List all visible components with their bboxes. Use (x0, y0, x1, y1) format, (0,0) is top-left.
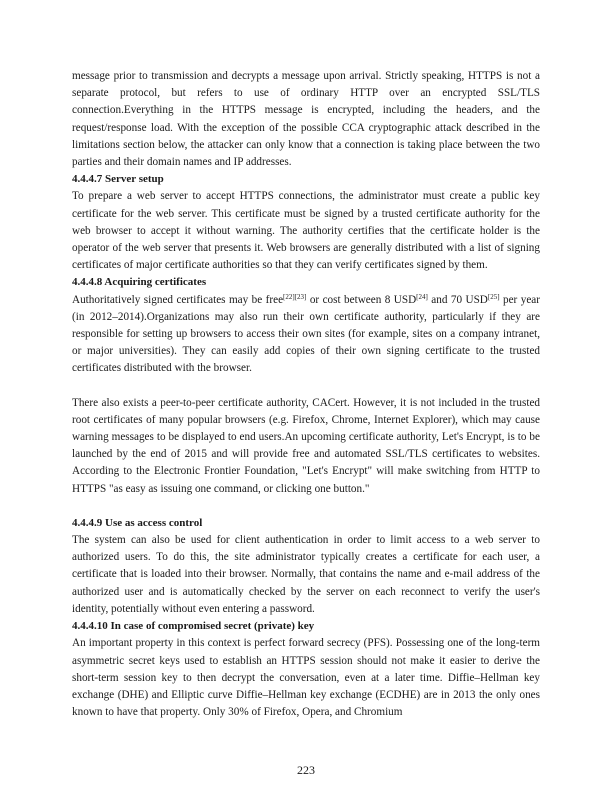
text-segment: or cost between 8 USD (306, 293, 417, 306)
access-control-paragraph: The system can also be used for client authentication in order to limit access to a web server to authorized users. To do this, the site administrator typically creates a certificate for each user, a certificate that is loaded into their browser. Normally, that contains the name and e-mail address of the authorized user and is automatically checked by the server on each reconnect to verify the user's identity, potentially without even entering a password. (72, 534, 540, 615)
peer-to-peer-ca-paragraph: There also exists a peer-to-peer certificate authority, CACert. However, it is not included in the trusted root certificates of many popular browsers (e.g. Firefox, Chrome, Internet Explorer), which may cause warning messages to be displayed to end users.An upcoming certificate authority, Let's Encrypt, is to be launched by the end of 2015 and will provide free and automated SSL/TLS certificates to websites. According to the Electronic Frontier Foundation, "Let's Encrypt" will make switching from HTTP to HTTPS "as easy as issuing one command, or clicking one button." (72, 396, 540, 495)
citation-reference: [25] (487, 292, 500, 301)
citation-reference: [24] (416, 292, 428, 301)
compromised-key-paragraph: An important property in this context is perfect forward secrecy (PFS). Possessing one of the long-term asymmetric secret keys used to establish an HTTPS session should not make it easier to derive the short-term session key to then decrypt the conversation, even at a later time. Diffie–Hellman key exchange (DHE) and Elliptic curve Diffie–Hellman key exchange (ECDHE) are in 2013 the only ones known to have that property. Only 30% of Firefox, Opera, and Chromium (72, 637, 540, 719)
text-segment: Authoritatively signed certificates may be free (72, 293, 284, 306)
document-page (72, 68, 540, 721)
section-heading-compromised-key: 4.4.4.10 In case of compromised secret (private) key (72, 620, 315, 633)
server-setup-paragraph: To prepare a web server to accept HTTPS connections, the administrator must create a public key certificate for the web server. This certificate must be signed by a trusted certificate authority for the web browser to accept it without warning. The authority certifies that the certificate holder is the operator of the web server that presents it. Web browsers are generally distributed with a list of signing certificates of major certificate authorities so that they can verify certificates signed by them. (72, 190, 540, 272)
section-heading-server-setup: 4.4.4.7 Server setup (72, 173, 164, 186)
acquiring-certificates-paragraph (72, 292, 540, 378)
section-heading-acquiring-certificates: 4.4.4.8 Acquiring certificates (72, 276, 207, 289)
text-segment: per year (in 2012–2014).Organizations may also run their own certificate authority, particularly if they are responsible for setting up browsers to access their own sites (for example, sites on a company intranet, or major universities). They can easily add copies of their own signing certificate to the trusted certificates distributed with the browser. (72, 293, 540, 375)
intro-paragraph: message prior to transmission and decrypts a message upon arrival. Strictly speaking, HTTPS is not a separate protocol, but refers to use of ordinary HTTP over an encrypted SSL/TLS connection.Everything in the HTTPS message is encrypted, including the headers, and the request/response load. With the exception of the possible CCA cryptographic attack described in the limitations section below, the attacker can only know that a connection is taking place between the two parties and their domain names and IP addresses. (72, 70, 540, 169)
citation-reference: [22][23] (283, 292, 307, 301)
paragraph-spacer (72, 498, 540, 515)
page-number: 223 (297, 763, 315, 777)
section-heading-access-control: 4.4.4.9 Use as access control (72, 516, 203, 529)
text-segment: and 70 USD (427, 293, 488, 306)
paragraph-spacer (72, 378, 540, 395)
